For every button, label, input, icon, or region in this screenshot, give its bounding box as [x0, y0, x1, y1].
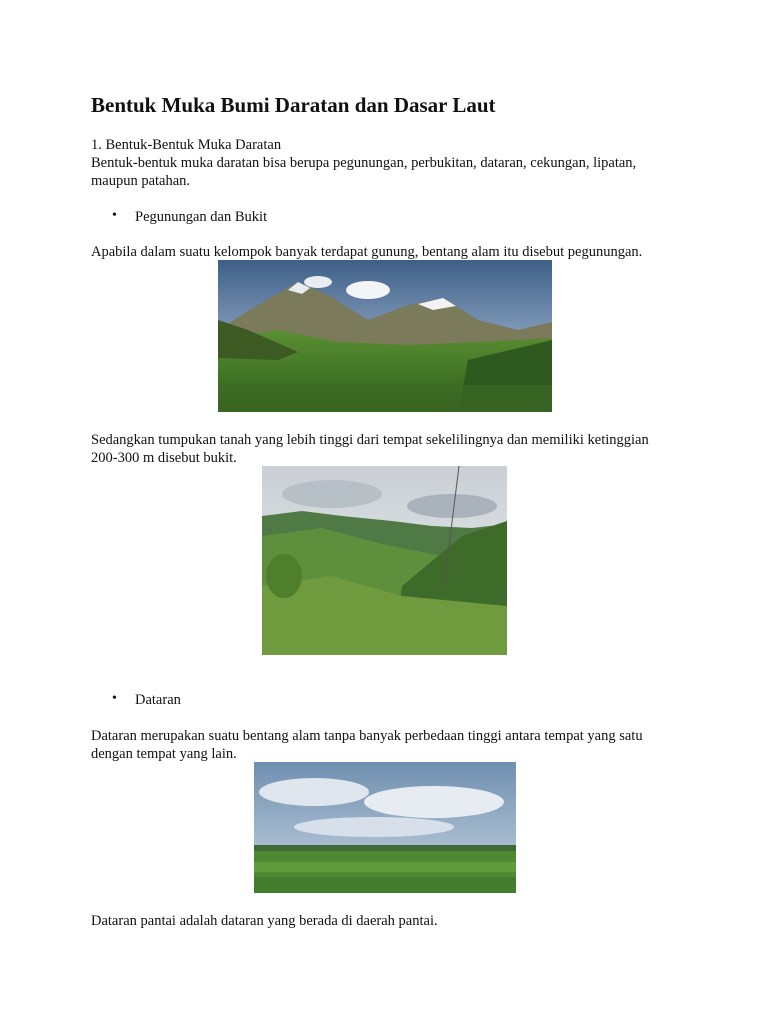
paragraph-bukit-line-1: Sedangkan tumpukan tanah yang lebih tinggi dari tempat sekelilingnya dan memiliki ketinggian [91, 432, 649, 448]
document-title: Bentuk Muka Bumi Daratan dan Dasar Laut [91, 93, 496, 117]
bullet-pegunungan-bukit: Pegunungan dan Bukit [135, 209, 268, 225]
paragraph-bukit-line-2: 200-300 m disebut bukit. [91, 450, 237, 466]
intro-text-line-2: maupun patahan. [91, 173, 191, 189]
paragraph-dataran-pantai: Dataran pantai adalah dataran yang berada di daerah pantai. [91, 913, 438, 929]
plain-landscape-image [254, 762, 516, 893]
paragraph-pegunungan: Apabila dalam suatu kelompok banyak terdapat gunung, bentang alam itu disebut pegunungan. [91, 244, 643, 260]
bullet-marker-2: • [112, 691, 117, 706]
hill-landscape-image [262, 466, 507, 655]
bullet-marker: • [112, 208, 117, 223]
paragraph-dataran-line-2: dengan tempat yang lain. [91, 746, 237, 762]
mountain-range-image [218, 260, 552, 412]
section-heading: 1. Bentuk-Bentuk Muka Daratan [91, 137, 282, 153]
paragraph-dataran-line-1: Dataran merupakan suatu bentang alam tanpa banyak perbedaan tinggi antara tempat yang satu [91, 728, 643, 744]
intro-text-line-1: Bentuk-bentuk muka daratan bisa berupa pegunungan, perbukitan, dataran, cekungan, lipatan, [91, 155, 637, 171]
bullet-dataran: Dataran [135, 692, 181, 708]
